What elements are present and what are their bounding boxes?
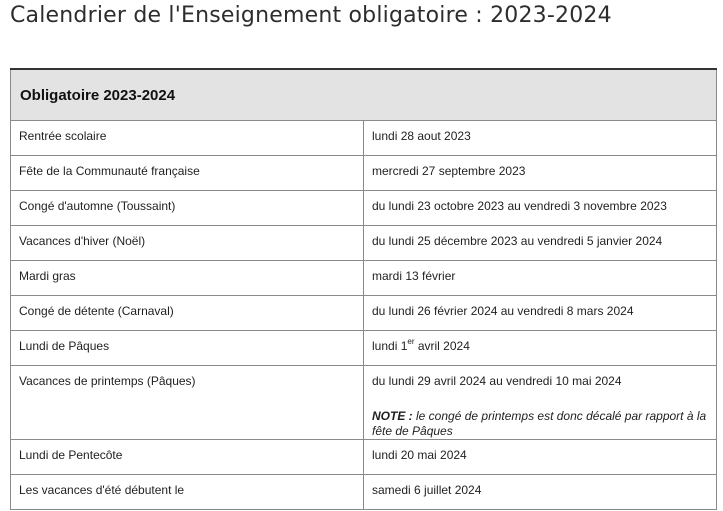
row-value: samedi 6 juillet 2024 (364, 475, 717, 510)
table-row (11, 191, 717, 226)
table-row (11, 156, 717, 191)
table-header: Obligatoire 2023-2024 (11, 69, 717, 121)
table-row (11, 440, 717, 475)
value-prefix: lundi 1 (372, 339, 408, 353)
table-row (11, 296, 717, 331)
row-label: Mardi gras (11, 261, 364, 296)
note (372, 409, 708, 439)
table-row (11, 226, 717, 261)
row-label: Vacances de printemps (Pâques) (11, 366, 364, 440)
table-row (11, 121, 717, 156)
row-value: lundi 20 mai 2024 (364, 440, 717, 475)
row-value: du lundi 23 octobre 2023 au vendredi 3 novembre 2023 (364, 191, 717, 226)
value-text: du lundi 29 avril 2024 au vendredi 10 mai 2024 (372, 374, 622, 388)
table-row (11, 366, 717, 440)
row-label: Lundi de Pentecôte (11, 440, 364, 475)
note-label: NOTE : (372, 409, 413, 423)
row-label: Fête de la Communauté française (11, 156, 364, 191)
row-label: Vacances d'hiver (Noël) (11, 226, 364, 261)
row-value: mardi 13 février (364, 261, 717, 296)
row-label: Congé d'automne (Toussaint) (11, 191, 364, 226)
row-value: du lundi 25 décembre 2023 au vendredi 5 janvier 2024 (364, 226, 717, 261)
table-row (11, 475, 717, 510)
row-label: Lundi de Pâques (11, 331, 364, 366)
row-value (364, 331, 717, 366)
table-row (11, 331, 717, 366)
row-value: mercredi 27 septembre 2023 (364, 156, 717, 191)
ordinal-superscript: er (407, 337, 415, 346)
row-value: du lundi 26 février 2024 au vendredi 8 mars 2024 (364, 296, 717, 331)
row-value (364, 366, 717, 440)
value-suffix: avril 2024 (414, 339, 470, 353)
table-header-row (11, 69, 717, 121)
row-value: lundi 28 aout 2023 (364, 121, 717, 156)
table-row (11, 261, 717, 296)
row-label: Rentrée scolaire (11, 121, 364, 156)
school-calendar-table (10, 68, 717, 510)
page-title: Calendrier de l'Enseignement obligatoire : 2023-2024 (10, 3, 612, 28)
row-label: Les vacances d'été débutent le (11, 475, 364, 510)
row-label: Congé de détente (Carnaval) (11, 296, 364, 331)
note-text: le congé de printemps est donc décalé par rapport à la fête de Pâques (372, 409, 707, 438)
